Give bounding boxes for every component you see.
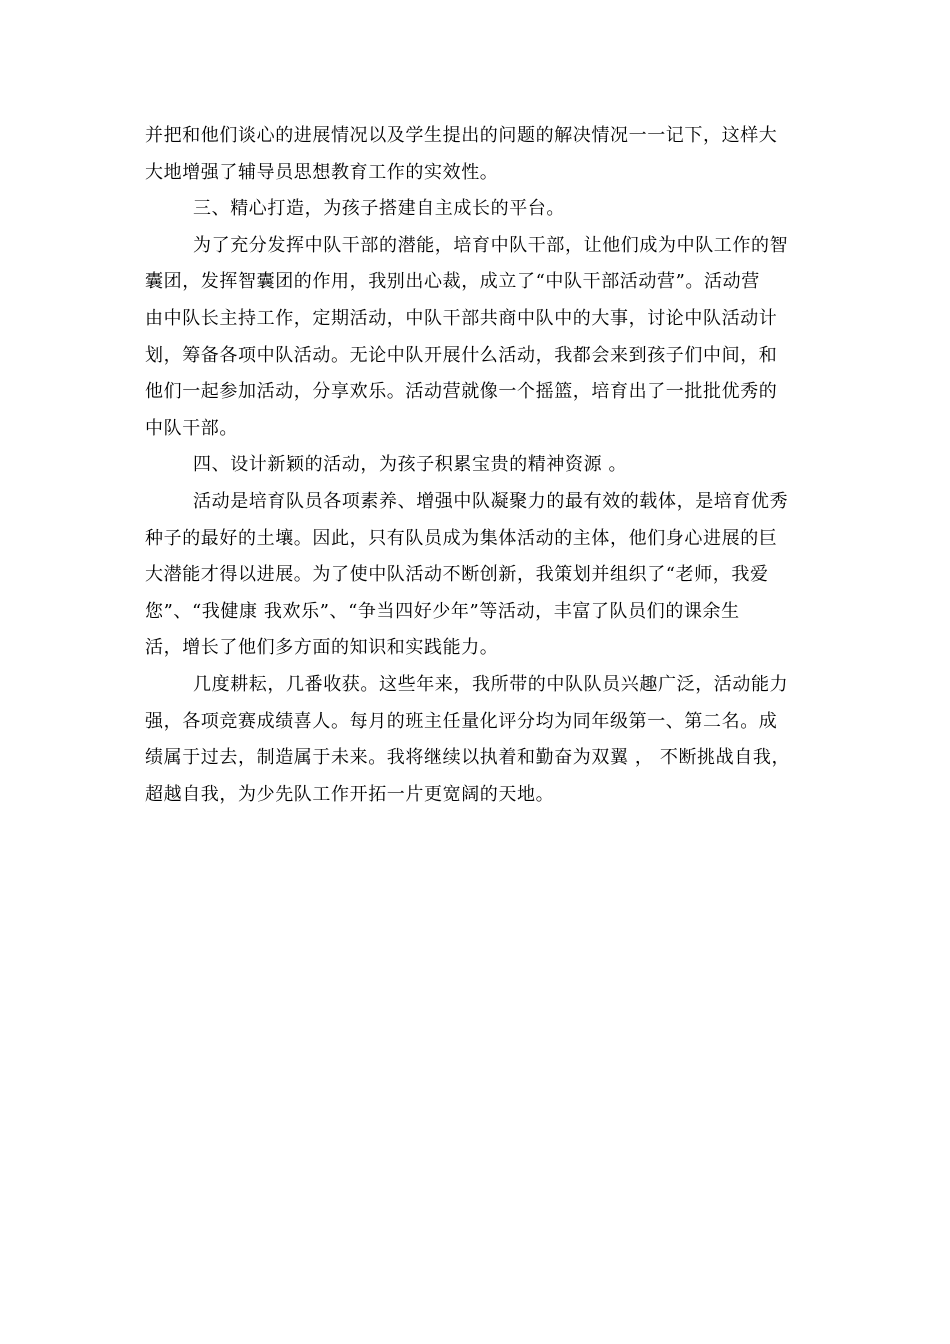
document-body (145, 118, 805, 813)
text-line: 他们一起参加活动，分享欢乐。活动营就像一个摇篮，培育出了一批批优秀的 (145, 381, 778, 403)
text-line: 划，筹备各项中队活动。无论中队开展什么活动，我都会来到孩子们中间，和 (145, 344, 778, 366)
text-line: 并把和他们谈心的进展情况以及学生提出的问题的解决情况一一记下，这样大 (145, 125, 778, 146)
section-heading: 三、精心打造，为孩子搭建自主成长的平台。 (193, 198, 565, 220)
text-line: 绩属于过去，制造属于未来。我将继续以执着和勤奋为双翼 ， 不断挑战自我， (145, 747, 791, 769)
text-line: 超越自我，为少先队工作开拓一片更宽阔的天地。 (145, 783, 555, 805)
text-line: 大潜能才得以进展。为了使中队活动不断创新，我策划并组织了“老师，我爱 (145, 564, 769, 586)
text-line: 由中队长主持工作，定期活动，中队干部共商中队中的大事，讨论中队活动计 (145, 307, 778, 329)
text-line: 种子的最好的土壤。因此，只有队员成为集体活动的主体，他们身心进展的巨 (145, 527, 778, 549)
text-line: 为了充分发挥中队干部的潜能，培育中队干部，让他们成为中队工作的智 (193, 234, 789, 256)
text-line: 活，增长了他们多方面的知识和实践能力。 (145, 637, 499, 659)
text-line: 几度耕耘，几番收获。这些年来，我所带的中队队员兴趣广泛，活动能力 (193, 673, 789, 695)
section-heading: 四、设计新颖的活动，为孩子积累宝贵的精神资源 。 (193, 454, 628, 476)
text-line: 活动是培育队员各项素养、增强中队凝聚力的最有效的载体，是培育优秀 (193, 490, 789, 512)
text-line: 您”、“我健康 我欢乐”、“争当四好少年”等活动，丰富了队员们的课余生 (145, 600, 740, 622)
text-line: 强，各项竞赛成绩喜人。每月的班主任量化评分均为同年级第一、第二名。成 (145, 710, 778, 732)
text-line: 大地增强了辅导员思想教育工作的实效性。 (145, 161, 499, 183)
text-line: 中队干部。 (145, 417, 238, 439)
text-line: 囊团，发挥智囊团的作用，我别出心裁，成立了“中队干部活动营”。活动营 (145, 271, 760, 293)
